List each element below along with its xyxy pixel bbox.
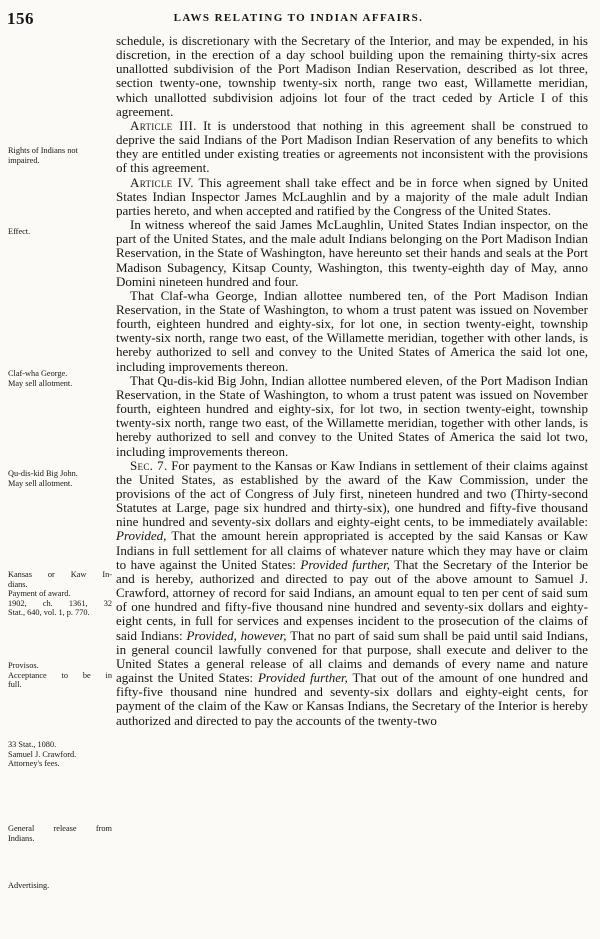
- margin-note-qu-dis-kid: Qu-dis-kid Big John. May sell allotment.: [8, 469, 78, 488]
- paragraph-qu-dis-kid: That Qu-dis-kid Big John, Indian allottee numbered eleven, of the Port Madison Indian Reservation, in the State of Washington, to whom a trust patent was issued on November fourth, eighteen hundred and eighty-six, for lot two, in section twenty-eight, township twenty-six north, range two east, of the Willamette meridian, together with other lands, is hereby authorized to sell and convey to the United States of America the said lot two, including improvements thereon.: [116, 372, 588, 459]
- margin-note-rights: Rights of Indians not impaired.: [8, 146, 78, 165]
- margin-note-provisos: Provisos. Acceptance to be in full.: [8, 661, 112, 690]
- paragraph-in-witness: In witness whereof the said James McLaughlin, United States Indian inspector, on the part of the United States, and the male adult Indians belonging on the Port Madison Indian Reservation, in the State of Washington, have hereunto set their hands and seals at the Port Madison Subagency, Kitsap County, Washington, this twenty-eighth day of May, anno Domini nineteen hundred and four.: [116, 217, 588, 289]
- running-title: LAWS RELATING TO INDIAN AFFAIRS.: [173, 12, 424, 24]
- article-iv-heading: Article IV.: [130, 174, 194, 190]
- margin-note-general-release: General release from Indians.: [8, 824, 112, 843]
- proviso-1: Provided,: [116, 528, 167, 544]
- page-number: 156: [7, 9, 34, 28]
- proviso-3: Provided, however,: [186, 627, 287, 643]
- margin-note-advertising: Advertising.: [8, 881, 50, 890]
- paragraph-schedule: schedule, is discretionary with the Secretary of the Interior, and may be expended, in his discretion, in the erection of a day school building upon the remaining thirty-six acres unallotted subdivision of the Port Madison Indian Reservation, described as lot three, section twenty-one, township twenty-six north, range two east, Willamette meridian, which unallotted subdivision adjoins lot four of the tract ceded by Article I of this agreement.: [116, 33, 588, 119]
- paragraph-article-iv: Article IV. This agreement shall take effect and be in force when signed by United States Indian Inspector James McLaughlin and by a majority of the male adult Indian parties hereto, and when accepted and ratified by the Congress of the United States.: [116, 174, 589, 218]
- paragraph-claf-wha-george: That Claf-wha George, Indian allottee numbered ten, of the Port Madison Indian Reservation, in the State of Washington, to whom a trust patent was issued on November fourth, eighteen hundred and eighty-six, for lot one, in section twenty-eight, township twenty-six north, range two east, of the Willamette meridian, together with other lands, is hereby authorized to sell and convey to the United States of America the said lot one, including improvements thereon.: [116, 287, 588, 374]
- paragraph-article-iii: Article III. It is understood that nothing in this agreement shall be construed to deprive the said Indians of the Port Madison Indian Reservation of any benefits to which they are entitled under existing treaties or agreements not inconsistent with the provisions of this agreement.: [116, 117, 588, 176]
- proviso-2: Provided further,: [300, 556, 390, 572]
- margin-note-kansas-kaw: Kansas or Kaw In- dians. Payment of award. 1902, ch. 1361, 32 Stat., 640, vol. 1, p. 770.: [8, 570, 112, 618]
- margin-note-effect: Effect.: [8, 227, 31, 236]
- article-iii-heading: Article III.: [130, 117, 197, 133]
- section-7-heading: Sec. 7.: [130, 457, 168, 473]
- paragraph-section-7: Sec. 7. For payment to the Kansas or Kaw Indians in settlement of their claims against the United States, as established by the award of the Kaw Commission, under the provisions of the act of Congress of July first, nineteen hundred and two (Thirty-second Statutes at Large, page six hundred and thirty-six), one hundred and fifty-five thousand nine hundred and seventy-six dollars and eighty-eight cents, to be immediately available: Provided, That the amount herein appropriated is accepted by the said Kansas or Kaw Indians in full settlement for all claims of whatever nature which they may have or claim to have against the United States: Provided further, That the Secretary of the Interior be and is hereby, authorized and directed to pay out of the above amount to Samuel J. Crawford, attorney of record for said Indians, an amount equal to ten per cent of said sum of one hundred and fifty-five thousand nine hundred and seventy-six dollars and eighty-eight cents, in full for services and expenses incident to the prosecution of the claims of said Indians: Provided, however, That no part of said sum shall be paid until said Indians, in general council lawfully convened for that purpose, shall execute and deliver to the United States a general release of all claims and demands of every name and nature against the United States: Provided further, That out of the amount of one hundred and fifty-five thousand nine hundred and seventy-six dollars and eighty-eight cents, for payment of the claim of the Kaw or Kansas Indians, the Secretary of the Interior is hereby authorized and directed to pay the accounts of the twenty-two: [116, 457, 589, 728]
- margin-note-crawford: 33 Stat., 1080. Samuel J. Crawford. Attorney's fees.: [8, 740, 77, 769]
- proviso-4: Provided further,: [257, 670, 348, 686]
- body-text: [116, 34, 588, 728]
- page-header: [7, 9, 590, 29]
- margin-note-claf-wha-george: Claf-wha George. May sell allotment.: [8, 369, 73, 388]
